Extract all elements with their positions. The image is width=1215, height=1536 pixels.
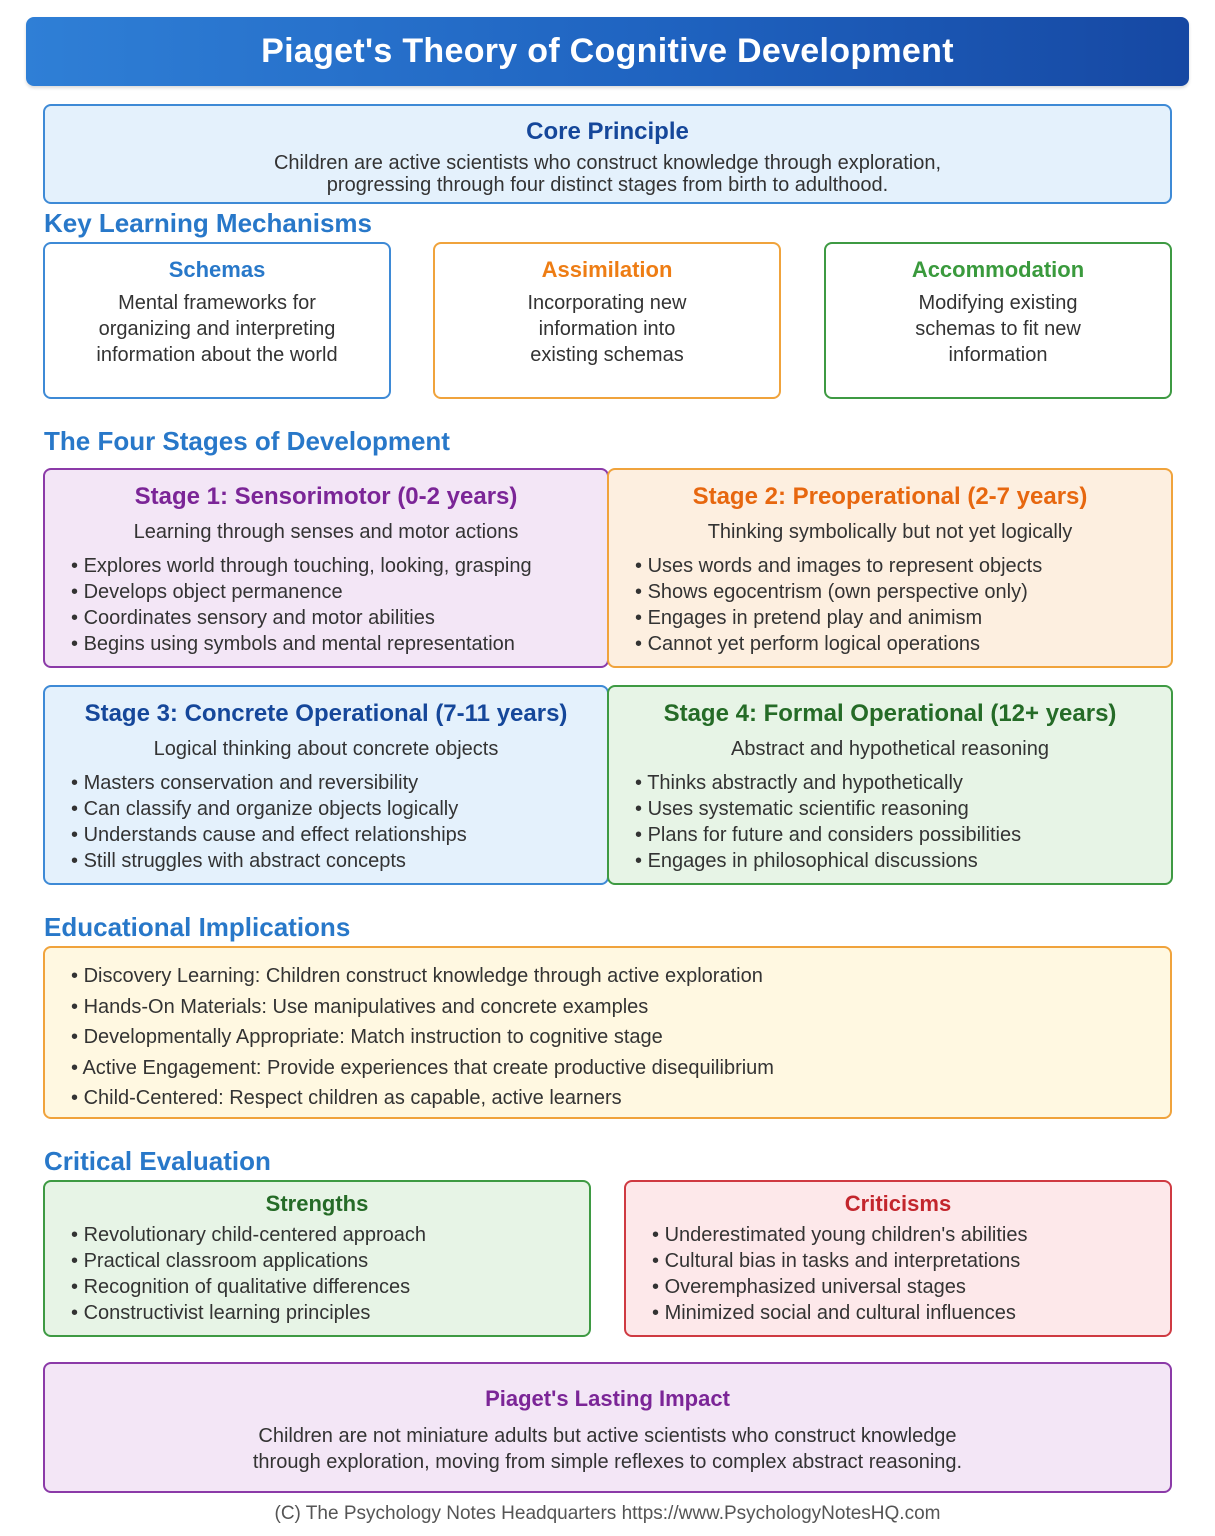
list-item: • Minimized social and cultural influences — [626, 1300, 1170, 1326]
stage-4-subtitle: Abstract and hypothetical reasoning — [731, 738, 1049, 760]
evaluation-heading: Critical Evaluation — [44, 1146, 271, 1176]
accommodation-title: Accommodation — [911, 257, 1085, 282]
stage-2-subtitle: Thinking symbolically but not yet logically — [707, 521, 1073, 543]
list-item: • Can classify and organize objects logically — [45, 796, 607, 822]
strengths-title: Strengths — [265, 1191, 369, 1216]
page-title: Piaget's Theory of Cognitive Development — [261, 32, 954, 70]
stage-2-title: Stage 2: Preoperational (2-7 years) — [692, 483, 1088, 510]
lasting-impact-box — [43, 1362, 1172, 1493]
list-item: • Thinks abstractly and hypothetically — [609, 770, 1171, 796]
stage-3-subtitle: Logical thinking about concrete objects — [153, 738, 499, 760]
stage-4-title: Stage 4: Formal Operational (12+ years) — [663, 700, 1117, 727]
list-item: • Explores world through touching, looking, grasping — [45, 553, 607, 579]
list-item: • Underestimated young children's abilities — [626, 1222, 1170, 1248]
list-item: • Begins using symbols and mental representation — [45, 631, 607, 657]
title-banner — [26, 17, 1189, 86]
schemas-box — [43, 242, 391, 399]
education-box — [43, 946, 1172, 1119]
list-item: • Active Engagement: Provide experiences that create productive disequilibrium — [45, 1053, 1170, 1084]
stage-1-title: Stage 1: Sensorimotor (0-2 years) — [134, 483, 518, 510]
lasting-impact-line-1: Children are not miniature adults but active scientists who construct knowledge — [258, 1425, 957, 1447]
mechanisms-heading: Key Learning Mechanisms — [44, 208, 372, 238]
education-heading: Educational Implications — [44, 912, 351, 942]
list-item: • Overemphasized universal stages — [626, 1274, 1170, 1300]
core-principle-line-1: Children are active scientists who construct knowledge through exploration, — [273, 152, 942, 174]
list-item: • Cannot yet perform logical operations — [609, 631, 1171, 657]
list-item: • Engages in philosophical discussions — [609, 848, 1171, 874]
list-item: • Hands-On Materials: Use manipulatives and concrete examples — [45, 992, 1170, 1023]
list-item: • Shows egocentrism (own perspective only) — [609, 579, 1171, 605]
core-principle-line-2: progressing through four distinct stages from birth to adulthood. — [326, 174, 889, 196]
stage-4-bullets — [609, 770, 1171, 874]
schemas-text: Mental frameworks for organizing and interpreting information about the world — [96, 292, 338, 366]
stage-2-bullets — [609, 553, 1171, 657]
criticisms-box — [624, 1180, 1172, 1337]
list-item: • Discovery Learning: Children construct knowledge through active exploration — [45, 961, 1170, 992]
lasting-impact-heading: Piaget's Lasting Impact — [485, 1386, 730, 1411]
stage-3-bullets — [45, 770, 607, 874]
stage-3-title: Stage 3: Concrete Operational (7-11 years) — [84, 700, 568, 727]
core-principle-heading: Core Principle — [526, 118, 689, 145]
list-item: • Engages in pretend play and animism — [609, 605, 1171, 631]
list-item: • Developmentally Appropriate: Match instruction to cognitive stage — [45, 1022, 1170, 1053]
list-item: • Revolutionary child-centered approach — [45, 1222, 589, 1248]
accommodation-text: Modifying existing schemas to fit new information — [915, 292, 1081, 366]
copyright-footer: (C) The Psychology Notes Headquarters https://www.PsychologyNotesHQ.com — [274, 1503, 941, 1524]
list-item: • Understands cause and effect relationships — [45, 822, 607, 848]
stage-1-bullets — [45, 553, 607, 657]
assimilation-title: Assimilation — [541, 257, 673, 282]
assimilation-box — [433, 242, 781, 399]
list-item: • Coordinates sensory and motor abilities — [45, 605, 607, 631]
stage-1-box — [43, 468, 609, 668]
stage-1-subtitle: Learning through senses and motor actions — [133, 521, 519, 543]
list-item: • Still struggles with abstract concepts — [45, 848, 607, 874]
schemas-title: Schemas — [168, 257, 266, 282]
list-item: • Develops object permanence — [45, 579, 607, 605]
list-item: • Recognition of qualitative differences — [45, 1274, 589, 1300]
criticisms-bullets — [626, 1222, 1170, 1326]
list-item: • Child-Centered: Respect children as capable, active learners — [45, 1083, 1170, 1114]
list-item: • Cultural bias in tasks and interpretations — [626, 1248, 1170, 1274]
stage-2-box — [607, 468, 1173, 668]
list-item: • Constructivist learning principles — [45, 1300, 589, 1326]
accommodation-box — [824, 242, 1172, 399]
list-item: • Uses systematic scientific reasoning — [609, 796, 1171, 822]
lasting-impact-line-2: through exploration, moving from simple reflexes to complex abstract reasoning. — [252, 1451, 963, 1473]
criticisms-title: Criticisms — [844, 1191, 952, 1216]
assimilation-text: Incorporating new information into existing schemas — [527, 292, 687, 366]
strengths-bullets — [45, 1222, 589, 1326]
list-item: • Plans for future and considers possibilities — [609, 822, 1171, 848]
strengths-box — [43, 1180, 591, 1337]
list-item: • Uses words and images to represent objects — [609, 553, 1171, 579]
stage-3-box — [43, 685, 609, 885]
core-principle-box — [43, 104, 1172, 204]
stages-heading: The Four Stages of Development — [44, 426, 450, 456]
stage-4-box — [607, 685, 1173, 885]
education-bullets — [45, 961, 1170, 1114]
list-item: • Masters conservation and reversibility — [45, 770, 607, 796]
list-item: • Practical classroom applications — [45, 1248, 589, 1274]
